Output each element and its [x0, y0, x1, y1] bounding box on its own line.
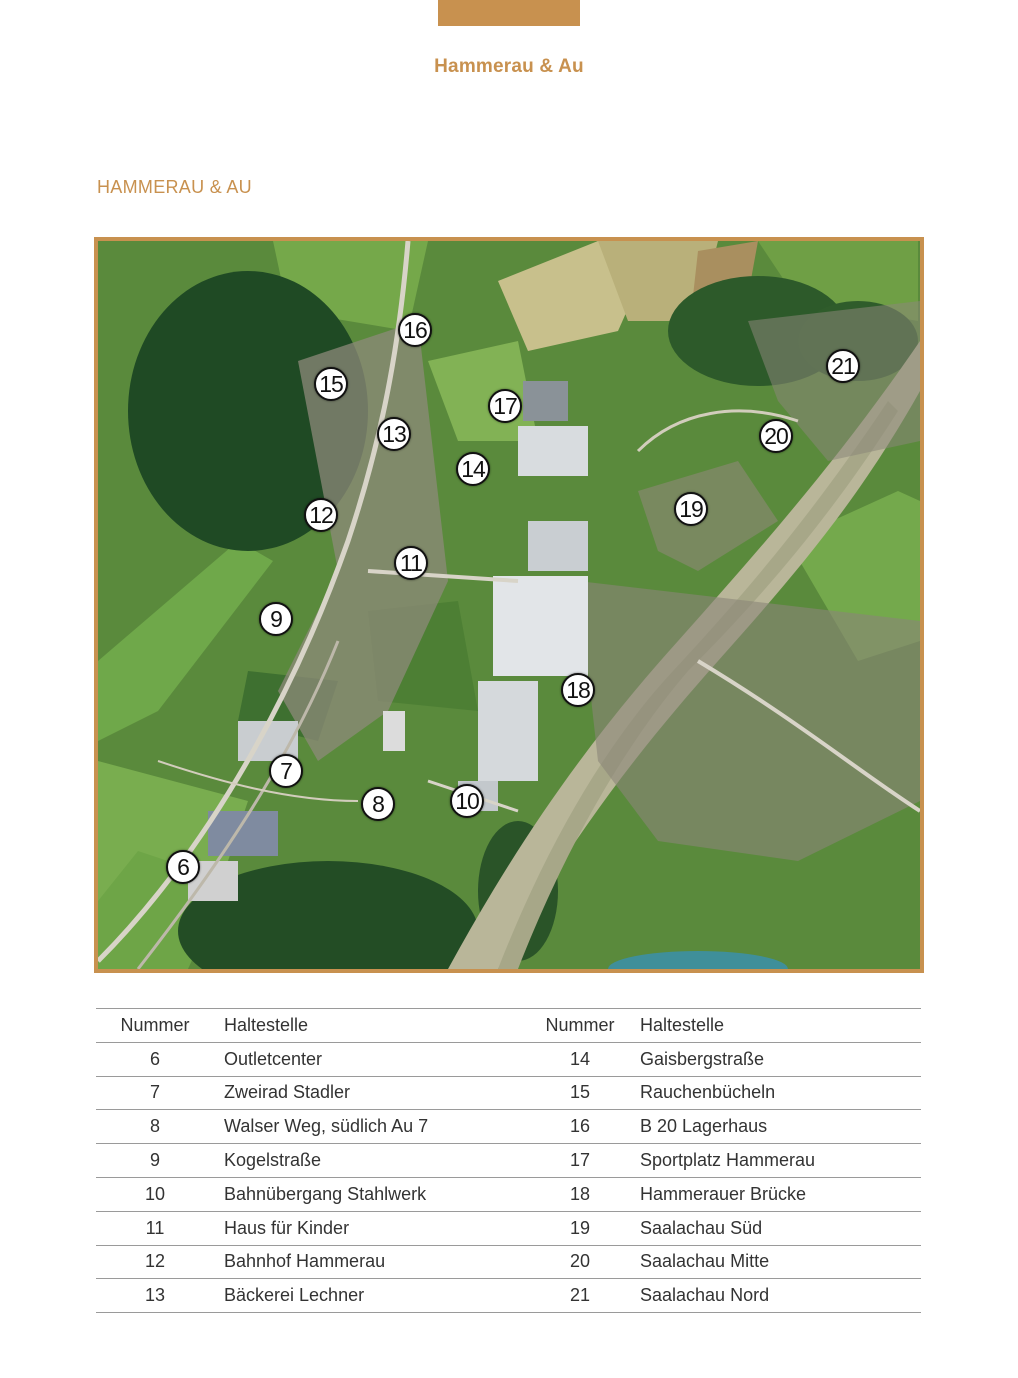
stop-name: Hammerauer Brücke — [630, 1177, 921, 1211]
map-marker-11[interactable]: 11 — [394, 546, 428, 580]
stops-table-header — [96, 1009, 921, 1043]
table-row — [96, 1042, 921, 1076]
stop-name: Bahnübergang Stahlwerk — [214, 1177, 530, 1211]
stop-number: 9 — [96, 1144, 214, 1178]
map-marker-15[interactable]: 15 — [314, 367, 348, 401]
map-marker-16[interactable]: 16 — [398, 313, 432, 347]
stop-number: 21 — [530, 1279, 630, 1313]
stop-number: 16 — [530, 1110, 630, 1144]
stop-number: 6 — [96, 1042, 214, 1076]
stop-name: Outletcenter — [214, 1042, 530, 1076]
table-row — [96, 1279, 921, 1313]
stop-number: 19 — [530, 1211, 630, 1245]
stop-number: 10 — [96, 1177, 214, 1211]
stop-name: Zweirad Stadler — [214, 1076, 530, 1110]
map-marker-6[interactable]: 6 — [166, 850, 200, 884]
stop-name: Rauchenbücheln — [630, 1076, 921, 1110]
header-stop-right: Haltestelle — [630, 1009, 921, 1043]
aerial-map-image — [98, 241, 920, 969]
map-marker-8[interactable]: 8 — [361, 787, 395, 821]
table-row — [96, 1076, 921, 1110]
map-marker-21[interactable]: 21 — [826, 349, 860, 383]
stop-name: Bahnhof Hammerau — [214, 1245, 530, 1279]
table-row — [96, 1177, 921, 1211]
stop-number: 12 — [96, 1245, 214, 1279]
map-marker-17[interactable]: 17 — [488, 389, 522, 423]
stop-number: 8 — [96, 1110, 214, 1144]
map-marker-10[interactable]: 10 — [450, 784, 484, 818]
stop-name: Kogelstraße — [214, 1144, 530, 1178]
section-title: HAMMERAU & AU — [97, 177, 252, 197]
stop-name: Walser Weg, südlich Au 7 — [214, 1110, 530, 1144]
header-number-left: Nummer — [96, 1009, 214, 1043]
stops-table — [96, 1008, 921, 1313]
stop-name: Saalachau Mitte — [630, 1245, 921, 1279]
map-marker-13[interactable]: 13 — [377, 417, 411, 451]
table-row — [96, 1110, 921, 1144]
map-marker-19[interactable]: 19 — [674, 492, 708, 526]
stop-name: Bäckerei Lechner — [214, 1279, 530, 1313]
stop-number: 13 — [96, 1279, 214, 1313]
stop-number: 7 — [96, 1076, 214, 1110]
stop-number: 18 — [530, 1177, 630, 1211]
table-row — [96, 1144, 921, 1178]
map-marker-14[interactable]: 14 — [456, 452, 490, 486]
map-marker-7[interactable]: 7 — [269, 754, 303, 788]
aerial-map[interactable] — [94, 237, 924, 973]
header-number-right: Nummer — [530, 1009, 630, 1043]
stop-name: Saalachau Nord — [630, 1279, 921, 1313]
top-accent-tab — [438, 0, 580, 26]
stop-number: 14 — [530, 1042, 630, 1076]
stop-number: 15 — [530, 1076, 630, 1110]
stop-number: 20 — [530, 1245, 630, 1279]
table-row — [96, 1211, 921, 1245]
stop-name: Haus für Kinder — [214, 1211, 530, 1245]
stop-name: Sportplatz Hammerau — [630, 1144, 921, 1178]
stop-name: Saalachau Süd — [630, 1211, 921, 1245]
map-marker-20[interactable]: 20 — [759, 419, 793, 453]
stop-name: Gaisbergstraße — [630, 1042, 921, 1076]
stop-name: B 20 Lagerhaus — [630, 1110, 921, 1144]
map-marker-9[interactable]: 9 — [259, 602, 293, 636]
map-marker-12[interactable]: 12 — [304, 498, 338, 532]
stop-number: 17 — [530, 1144, 630, 1178]
page-header-title: Hammerau & Au — [434, 56, 584, 77]
header-stop-left: Haltestelle — [214, 1009, 530, 1043]
stop-number: 11 — [96, 1211, 214, 1245]
map-marker-18[interactable]: 18 — [561, 673, 595, 707]
table-row — [96, 1245, 921, 1279]
